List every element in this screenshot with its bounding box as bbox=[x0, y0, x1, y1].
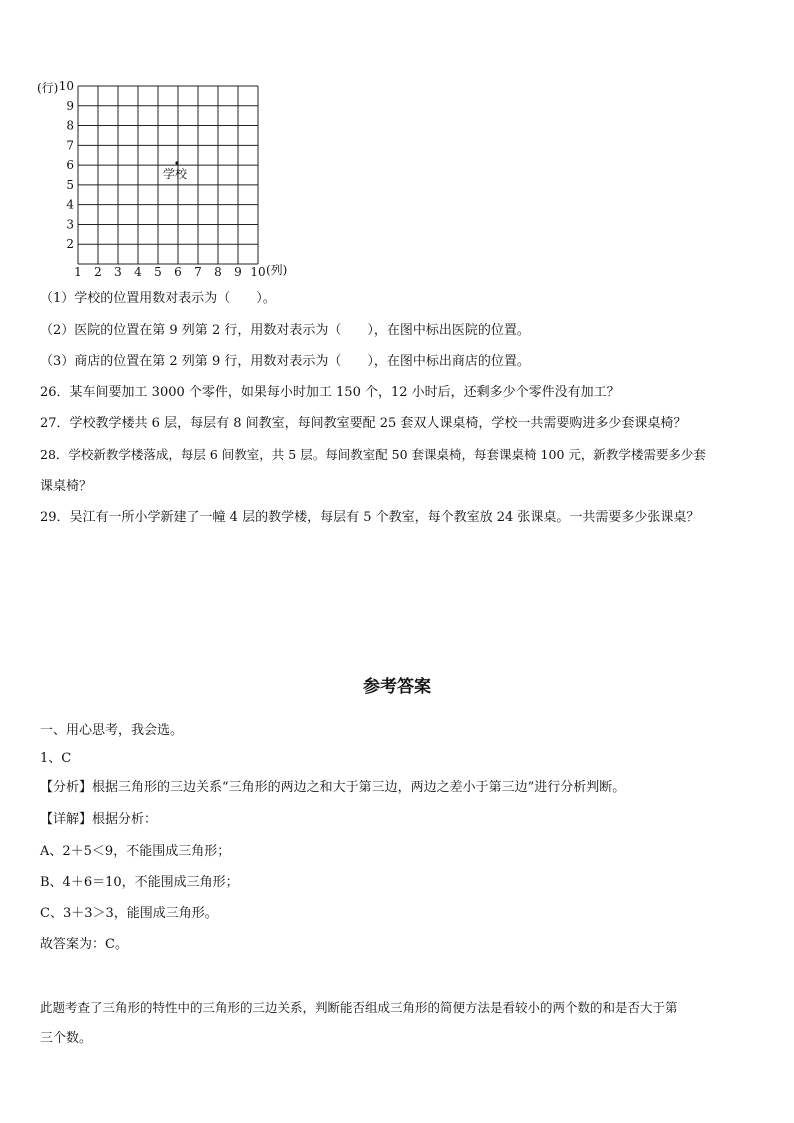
row-tick-label: 8 bbox=[66, 118, 74, 133]
col-tick-label: 7 bbox=[194, 265, 202, 279]
school-label: 学校 bbox=[163, 167, 188, 181]
row-tick-label: 4 bbox=[66, 197, 74, 212]
col-axis-label: (列) bbox=[266, 263, 288, 277]
question-26: 26．某车间要加工 3000 个零件，如果每小时加工 150 个，12 小时后，还剩多少个零件没有加工？ bbox=[40, 385, 620, 400]
row-tick-label: 5 bbox=[66, 177, 74, 192]
question-25-3: （3）商店的位置在第 2 列第 9 行，用数对表示为（ ），在图中标出商店的位置。 bbox=[40, 354, 530, 369]
question-28: 28．学校新教学楼落成，每层 6 间教室，共 5 层。每间教室配 50 套课桌椅，每套课桌椅 100 元，新教学楼需要多少套 bbox=[40, 447, 706, 462]
row-tick-label: 6 bbox=[66, 158, 74, 173]
question-25-2: （2）医院的位置在第 9 列第 2 行，用数对表示为（ ），在图中标出医院的位置。 bbox=[40, 323, 530, 338]
col-tick-label: 4 bbox=[134, 265, 142, 279]
answer-item-1: 1、C bbox=[40, 751, 72, 766]
school-point bbox=[175, 161, 178, 164]
answer-option-c: C、3＋3＞3，能围成三角形。 bbox=[40, 906, 218, 921]
col-tick-label: 2 bbox=[94, 265, 102, 279]
answer-analysis: 【分析】根据三角形的三边关系“三角形的两边之和大于第三边，两边之差小于第三边”进行分析判断。 bbox=[40, 780, 626, 795]
row-tick-labels bbox=[59, 79, 75, 251]
row-axis-label: (行) bbox=[37, 81, 59, 95]
question-28-continued: 课桌椅？ bbox=[40, 479, 93, 494]
answer-detail: 【详解】根据分析： bbox=[40, 812, 158, 827]
answer-title: 参考答案 bbox=[363, 677, 431, 697]
col-tick-label: 8 bbox=[214, 265, 222, 279]
answer-comment: 此题考查了三角形的特性中的三角形的三边关系，判断能否组成三角形的简便方法是看较小的两个数的和是否大于第 bbox=[40, 1000, 678, 1015]
row-tick-label: 10 bbox=[58, 79, 74, 93]
answer-option-b: B、4＋6＝10，不能围成三角形； bbox=[40, 875, 239, 890]
answer-conclusion: 故答案为：C。 bbox=[40, 937, 128, 952]
row-tick-label: 9 bbox=[66, 98, 74, 113]
answer-option-a: A、2＋5＜9，不能围成三角形； bbox=[40, 844, 231, 859]
question-27: 27．学校教学楼共 6 层，每层有 8 间教室，每间教室要配 25 套双人课桌椅，学校一共需要购进多少套课桌椅？ bbox=[40, 416, 687, 431]
row-tick-label: 3 bbox=[66, 217, 74, 232]
row-tick-label: 2 bbox=[66, 237, 74, 252]
col-tick-label: 1 bbox=[74, 265, 82, 279]
col-tick-label: 5 bbox=[154, 265, 162, 279]
question-29: 29．吴江有一所小学新建了一幢 4 层的教学楼，每层有 5 个教室，每个教室放 24 张课桌。一共需要多少张课桌？ bbox=[40, 510, 700, 525]
answer-section-heading: 一、用心思考，我会选。 bbox=[40, 723, 184, 738]
grid-svg bbox=[30, 78, 300, 283]
col-tick-label: 6 bbox=[174, 265, 182, 279]
question-25-1: （1）学校的位置用数对表示为（ ）。 bbox=[40, 291, 276, 306]
coordinate-grid bbox=[30, 78, 300, 283]
col-tick-label: 9 bbox=[234, 265, 242, 279]
col-tick-label: 3 bbox=[114, 265, 122, 279]
col-tick-labels bbox=[74, 265, 265, 279]
row-tick-label: 7 bbox=[66, 138, 74, 153]
col-tick-label: 10 bbox=[250, 265, 266, 279]
answer-comment-continued: 三个数。 bbox=[40, 1031, 93, 1046]
